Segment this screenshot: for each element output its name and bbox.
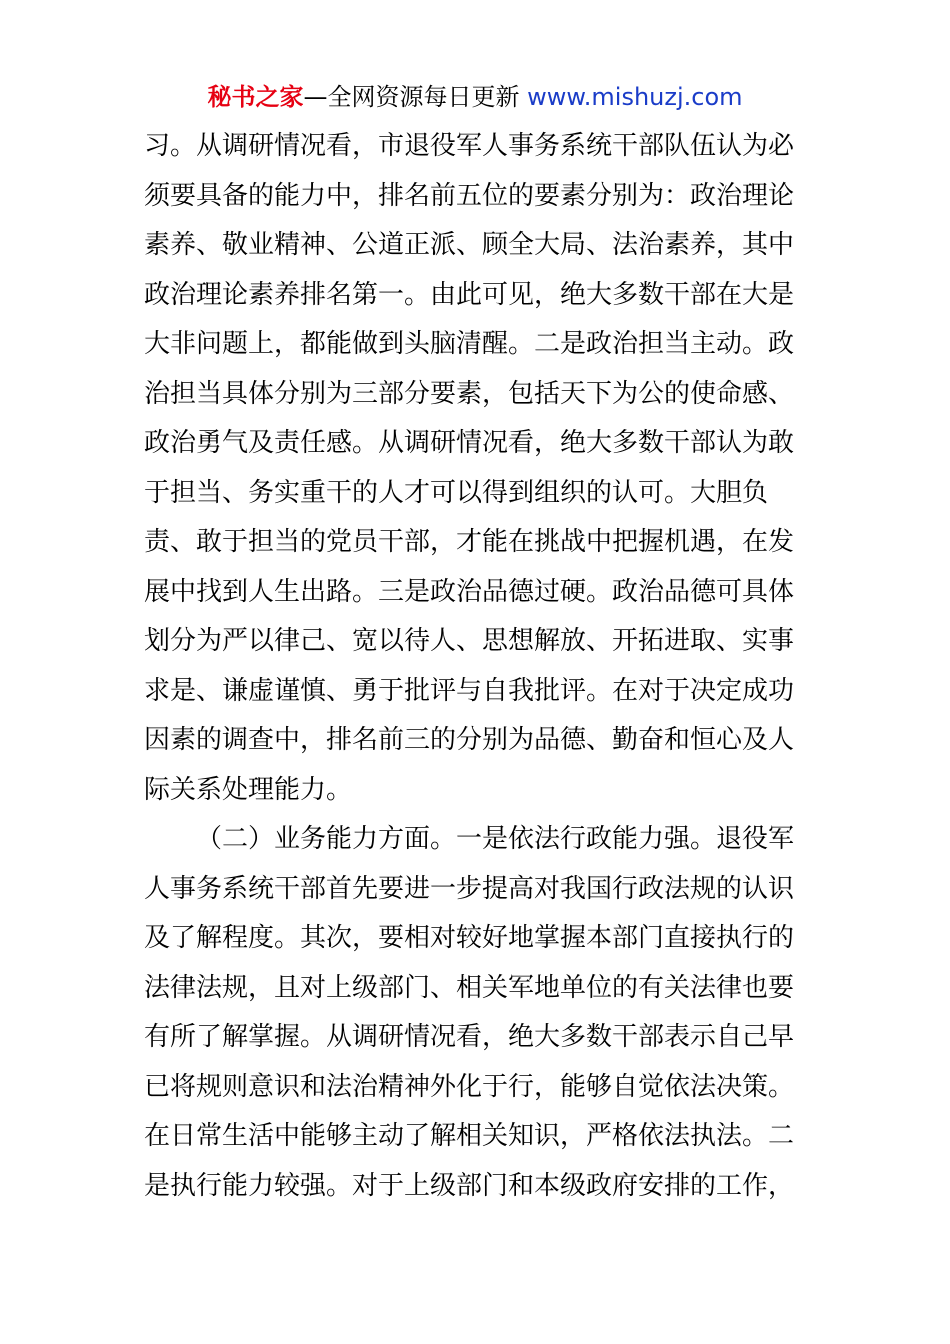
text-line: 因素的调查中，排名前三的分别为品德、勤奋和恒心及人 — [144, 725, 795, 755]
text-line: 有所了解掌握。从调研情况看，绝大多数干部表示自己早 — [144, 1022, 795, 1052]
site-url-link[interactable]: www.mishuzj.com — [527, 83, 743, 111]
site-header — [0, 80, 950, 114]
text-line: 在日常生活中能够主动了解相关知识，严格依法执法。二 — [144, 1121, 795, 1151]
header-tagline: —全网资源每日更新 — [303, 83, 520, 111]
document-body — [144, 122, 814, 1211]
text-line: 及了解程度。其次，要相对较好地掌握本部门直接执行的 — [144, 923, 795, 953]
text-line: 是执行能力较强。对于上级部门和本级政府安排的工作， — [144, 1170, 795, 1201]
text-line: 素养、敬业精神、公道正派、顾全大局、法治素养，其中 — [144, 230, 795, 260]
text-line: 于担当、务实重干的人才可以得到组织的认可。大胆负 — [144, 477, 769, 508]
text-line: 际关系处理能力。 — [144, 774, 353, 805]
paragraph-start-line: （二）业务能力方面。一是依法行政能力强。退役军 — [196, 824, 795, 854]
text-line: 大非问题上，都能做到头脑清醒。二是政治担当主动。政 — [144, 329, 795, 359]
text-line: 责、敢于担当的党员干部，才能在挑战中把握机遇，在发 — [144, 527, 795, 557]
text-line: 政治勇气及责任感。从调研情况看，绝大多数干部认为敢 — [144, 428, 795, 458]
text-line: 法律法规，且对上级部门、相关军地单位的有关法律也要 — [144, 972, 795, 1003]
brand-name: 秘书之家 — [207, 83, 304, 111]
text-line: 已将规则意识和法治精神外化于行，能够自觉依法决策。 — [144, 1071, 795, 1102]
text-line: 求是、谦虚谨慎、勇于批评与自我批评。在对于决定成功 — [144, 675, 795, 706]
text-line: 人事务系统干部首先要进一步提高对我国行政法规的认识 — [144, 873, 795, 904]
text-line: 政治理论素养排名第一。由此可见，绝大多数干部在大是 — [144, 279, 795, 310]
text-line: 习。从调研情况看，市退役军人事务系统干部队伍认为必 — [144, 131, 795, 161]
text-line: 划分为严以律己、宽以待人、思想解放、开拓进取、实事 — [144, 626, 795, 656]
text-line: 展中找到人生出路。三是政治品德过硬。政治品德可具体 — [144, 576, 795, 607]
text-line: 治担当具体分别为三部分要素，包括天下为公的使命感、 — [144, 378, 795, 409]
text-line: 须要具备的能力中，排名前五位的要素分别为：政治理论 — [144, 180, 795, 211]
